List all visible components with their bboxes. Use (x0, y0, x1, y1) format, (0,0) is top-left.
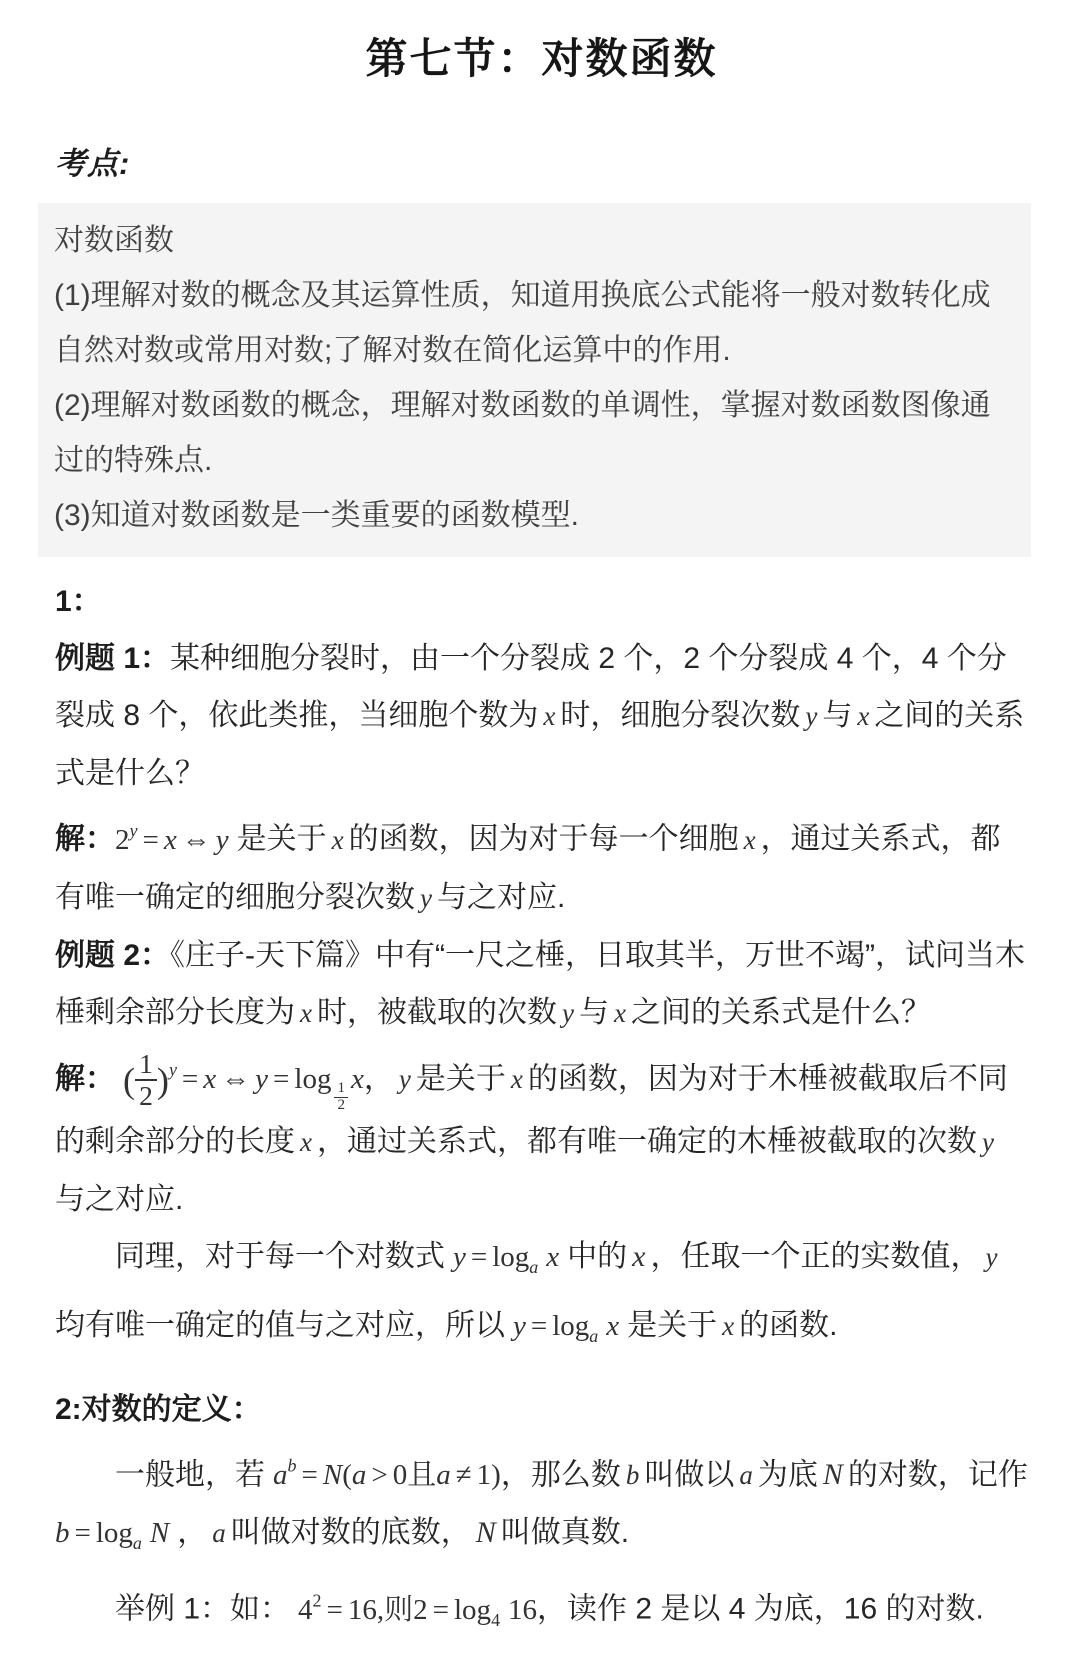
math-token: 2 (337, 1096, 345, 1113)
example1-text-3: 与 (822, 699, 853, 732)
math-token: a (132, 1533, 142, 1554)
exam-points-box (38, 203, 1031, 557)
page-title: 第七节：对数函数 (365, 37, 718, 83)
math-token: 2 (139, 1080, 153, 1112)
solution2-comma: ， (363, 1062, 394, 1096)
definition-paragraph-2 (55, 1504, 1028, 1572)
formula-y-log-a-x (513, 1309, 620, 1346)
math-token: 2 (413, 1594, 428, 1627)
math-token: y (129, 820, 138, 840)
math-token: 16 (508, 1594, 538, 1627)
var-N: N (822, 1458, 843, 1492)
example2-text-2: 时，被截取的次数 (316, 995, 557, 1029)
var-x: x (632, 1240, 646, 1274)
math-token: 16 (347, 1594, 377, 1627)
formula-y-log-a-x (453, 1241, 560, 1278)
solution1-text-3: ，通过关系式，都有唯一确定的细胞分裂次数 (55, 822, 1001, 914)
example1-paragraph (55, 630, 1028, 802)
exam-points-box-title: 对数函数 (54, 224, 174, 257)
math-token: x (351, 1063, 364, 1096)
exam-point-1: (1)理解对数的概念及其运算性质，知道用换底公式能将一般对数转化成自然对数或常用对数;了解对数在简化运算中的作用. (54, 279, 991, 367)
example1-text-1: 某种细胞分裂时，由一个分裂成 2 个，2 个分裂成 4 个，4 个分裂成 8 个，依此类推，当细胞个数为 (55, 642, 1007, 732)
math-token: ) (156, 1060, 169, 1101)
math-token: y (168, 1059, 177, 1080)
tongli-text-1: 同理，对于每一个对数式 (115, 1240, 445, 1274)
var-x: x (510, 1064, 523, 1095)
solution2-text-3: ，通过关系式，都有唯一确定的木棰被截取的次数 (316, 1125, 977, 1159)
var-a: a (212, 1518, 226, 1549)
math-token: ( (342, 1459, 352, 1492)
math-token: 4 (491, 1610, 501, 1631)
math-token: a (436, 1459, 451, 1492)
formula-a-pow-b-eq-N (273, 1455, 501, 1492)
math-token: log (294, 1063, 332, 1096)
var-a: a (739, 1460, 753, 1491)
math-token: 4 (298, 1594, 313, 1627)
math-token: = (142, 823, 159, 856)
math-token: y (215, 823, 229, 856)
tongli-text-3: ，任取一个正的实数值， (650, 1240, 981, 1274)
example1-text-2: 时，细胞分裂次数 (560, 699, 801, 732)
math-token: log (492, 1241, 530, 1274)
math-token: log (454, 1594, 492, 1627)
math-token: 1 (135, 1049, 157, 1081)
math-token: > (371, 1459, 388, 1492)
var-x: x (300, 997, 312, 1028)
math-token: N (149, 1517, 170, 1550)
juli-text-2: ，读作 2 是以 4 为底，16 的对数. (537, 1593, 984, 1627)
math-token: 0 (392, 1459, 408, 1492)
math-token: = (74, 1517, 91, 1550)
math-token: log (95, 1517, 133, 1550)
example2-text-4: 之间的关系式是什么？ (630, 995, 931, 1029)
example1-label: 例题 1： (55, 642, 171, 675)
var-x: x (613, 997, 626, 1028)
example2-text-1: 《庄子-天下篇》中有“一尺之棰，日取其半，万世不竭”，试问当木棰剩余部分长度为 (55, 938, 1026, 1029)
solution2-text-4: 与之对应. (55, 1183, 184, 1217)
definition-text-3: 叫做以 (644, 1458, 735, 1492)
solution1-text-1: 是关于 (236, 822, 327, 856)
var-x: x (331, 824, 344, 855)
var-x: x (543, 701, 556, 731)
example1-text-4: 之间的关系式是什么？ (55, 699, 1025, 790)
math-token: b (55, 1517, 70, 1550)
solution2-label: 解： (55, 1062, 115, 1096)
definition2-text-3: 叫做真数. (500, 1516, 630, 1550)
math-token: a (273, 1459, 288, 1492)
formula-b-eq-log-a-N (55, 1517, 170, 1554)
tongli-text-5: 是关于 (627, 1308, 718, 1342)
section1-heading: 1： (55, 585, 102, 618)
var-x: x (857, 701, 870, 731)
example2-text-3: 与 (578, 995, 609, 1029)
math-token: = (181, 1063, 199, 1096)
var-x: x (300, 1127, 312, 1158)
var-N: N (475, 1516, 496, 1550)
tongli-text-4: 均有唯一确定的值与之对应，所以 (55, 1308, 505, 1342)
solution2-paragraph (55, 1042, 1028, 1229)
math-token: log (552, 1309, 590, 1342)
math-token: = (432, 1594, 449, 1627)
definition-text-5: 的对数，记作 (847, 1458, 1028, 1492)
math-token: 2 (115, 823, 130, 856)
math-token: = (530, 1309, 548, 1342)
fraction-one-half (135, 1049, 157, 1111)
math-token: 1 (334, 1081, 348, 1098)
definition-text-2: ，那么数 (500, 1458, 621, 1492)
solution1-label: 解： (55, 822, 115, 856)
math-token: b (287, 1455, 297, 1476)
var-y: y (420, 882, 432, 913)
var-y: y (805, 701, 818, 731)
math-token: = (326, 1594, 343, 1627)
definition-paragraph-1 (55, 1438, 1028, 1505)
formula-half-pow-y-log (123, 1048, 364, 1113)
log-base-one-half (334, 1081, 348, 1114)
math-token: = (301, 1459, 318, 1492)
math-token: = (470, 1241, 488, 1274)
var-y: y (985, 1242, 998, 1273)
math-token: N (322, 1459, 343, 1492)
exam-points-heading: 考点: (55, 146, 131, 181)
math-token: x (203, 1063, 217, 1096)
definition2-text-2: 叫做对数的底数， (230, 1516, 471, 1550)
juli-paragraph (55, 1572, 1028, 1649)
math-token: ⇔ (181, 823, 211, 856)
var-b: b (625, 1460, 640, 1491)
math-token: ) (491, 1459, 501, 1492)
exam-point-3: (3)知道对数函数是一类重要的函数模型. (54, 499, 579, 532)
math-token: ,则 (376, 1594, 414, 1627)
var-x: x (722, 1310, 735, 1341)
solution2-text-1: 是关于 (415, 1062, 506, 1096)
example2-paragraph (55, 927, 1028, 1042)
var-y: y (981, 1127, 994, 1158)
math-token: ⇔ (221, 1063, 251, 1096)
juli-text-1: 如： (230, 1593, 291, 1627)
formula-2-pow-y (115, 820, 229, 856)
var-y: y (561, 997, 574, 1028)
math-token: a (529, 1257, 539, 1278)
math-token: x (546, 1241, 560, 1274)
math-token: a (351, 1459, 367, 1492)
math-token: ( (123, 1060, 136, 1101)
juli-label: 举例 1： (115, 1593, 231, 1627)
math-token: 且 (407, 1459, 437, 1492)
definition-text-1: 一般地，若 (115, 1458, 265, 1492)
tongli-text-2: 中的 (567, 1240, 628, 1274)
math-token: = (273, 1063, 290, 1096)
math-token: x (606, 1309, 620, 1342)
example2-label: 例题 2： (55, 938, 171, 972)
formula-4-squared-log (298, 1590, 538, 1631)
definition-text-4: 为底 (757, 1458, 818, 1492)
math-token: 1 (476, 1459, 492, 1492)
math-token: y (255, 1063, 269, 1096)
math-token: y (513, 1309, 526, 1342)
math-token: y (453, 1241, 466, 1274)
math-token: a (589, 1325, 599, 1346)
tongli-paragraph (55, 1228, 1028, 1364)
math-token: ≠ (455, 1459, 472, 1492)
exam-point-2: (2)理解对数函数的概念，理解对数函数的单调性，掌握对数函数图像通过的特殊点. (54, 389, 991, 477)
solution2-text-2: 的函数，因为对于木棰被截取后不同的剩余部分的长度 (55, 1062, 1008, 1159)
math-token: x (163, 823, 177, 856)
solution1-text-4: 与之对应. (436, 880, 566, 914)
tongli-text-6: 的函数. (739, 1308, 838, 1342)
section2-heading: 2:对数的定义： (55, 1392, 262, 1426)
var-y: y (398, 1064, 411, 1095)
solution1-paragraph (55, 802, 1028, 927)
math-token: 2 (312, 1590, 322, 1611)
solution1-text-2: 的函数，因为对于每一个细胞 (348, 822, 739, 856)
definition2-text-1: ， (177, 1516, 208, 1550)
var-x: x (743, 824, 756, 855)
